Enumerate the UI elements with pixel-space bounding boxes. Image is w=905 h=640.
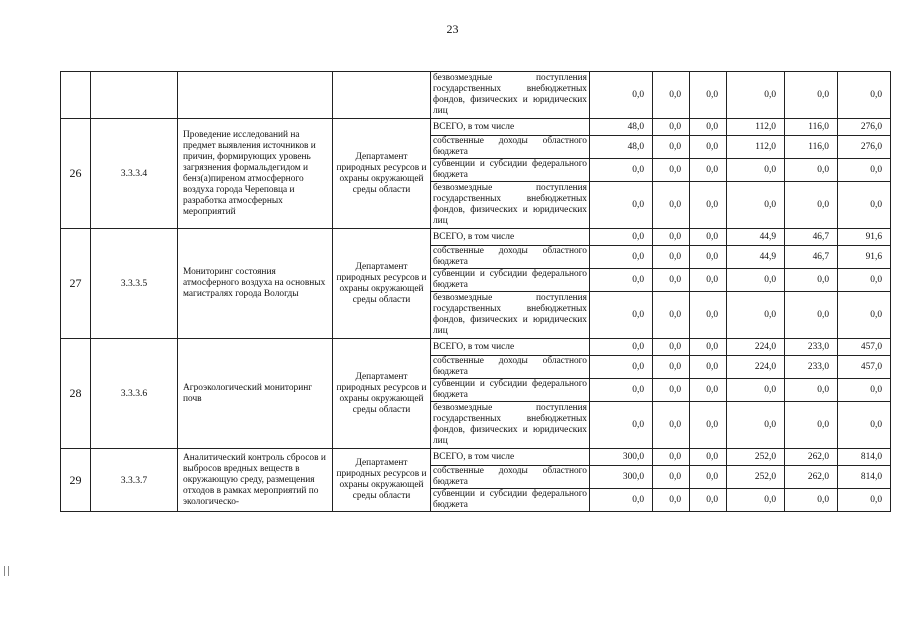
value-cell: 0,0 [590, 402, 653, 449]
table-row [61, 449, 891, 466]
name-cell: Проведение исследований на предмет выявления источников и причин, формирующих уровень загрязнения формальдегидом и бенз(а)пиреном атмосферного воздуха города Череповца и разработка атмосферных мероприятий [178, 119, 333, 229]
code-cell: 3.3.3.4 [91, 119, 178, 229]
name-cell [178, 72, 333, 119]
table-row [61, 119, 891, 136]
value-cell: 0,0 [590, 356, 653, 379]
row-number-cell: 27 [61, 229, 91, 339]
value-cell: 0,0 [653, 402, 690, 449]
value-cell: 0,0 [727, 402, 785, 449]
value-cell: 0,0 [727, 379, 785, 402]
value-cell: 91,6 [838, 246, 891, 269]
value-cell: 0,0 [785, 489, 838, 512]
value-cell: 0,0 [590, 489, 653, 512]
name-cell: Мониторинг состояния атмосферного воздуха на основных магистралях города Вологды [178, 229, 333, 339]
row-number-cell: 29 [61, 449, 91, 512]
value-cell: 116,0 [785, 136, 838, 159]
value-cell: 0,0 [653, 489, 690, 512]
value-cell: 252,0 [727, 449, 785, 466]
value-cell: 262,0 [785, 466, 838, 489]
funding-source-label: субвенции и субсидии федерального бюджета [431, 269, 590, 292]
value-cell: 0,0 [838, 182, 891, 229]
value-cell: 0,0 [838, 379, 891, 402]
value-cell: 457,0 [838, 339, 891, 356]
value-cell: 0,0 [590, 379, 653, 402]
value-cell: 44,9 [727, 229, 785, 246]
table-body [61, 72, 891, 512]
value-cell: 0,0 [690, 72, 727, 119]
value-cell: 44,9 [727, 246, 785, 269]
department-cell: Департамент природных ресурсов и охраны окружающей среды области [333, 119, 431, 229]
value-cell: 112,0 [727, 119, 785, 136]
funding-source-label: собственные доходы областного бюджета [431, 356, 590, 379]
value-cell: 0,0 [785, 182, 838, 229]
value-cell: 0,0 [785, 72, 838, 119]
funding-source-label: субвенции и субсидии федерального бюджета [431, 159, 590, 182]
value-cell: 262,0 [785, 449, 838, 466]
value-cell: 0,0 [590, 339, 653, 356]
department-cell: Департамент природных ресурсов и охраны окружающей среды области [333, 229, 431, 339]
funding-source-label: безвозмездные поступления государственных внебюджетных фондов, физических и юридических лиц [431, 182, 590, 229]
department-cell [333, 72, 431, 119]
code-cell: 3.3.3.5 [91, 229, 178, 339]
value-cell: 0,0 [690, 159, 727, 182]
value-cell: 0,0 [727, 72, 785, 119]
value-cell: 0,0 [653, 136, 690, 159]
code-cell [91, 72, 178, 119]
table-row [61, 229, 891, 246]
value-cell: 0,0 [838, 159, 891, 182]
row-number-cell [61, 72, 91, 119]
value-cell: 116,0 [785, 119, 838, 136]
row-number-cell: 28 [61, 339, 91, 449]
value-cell: 0,0 [653, 159, 690, 182]
value-cell: 0,0 [690, 182, 727, 229]
page-number: 23 [446, 22, 459, 36]
value-cell: 0,0 [727, 269, 785, 292]
value-cell: 0,0 [653, 379, 690, 402]
value-cell: 91,6 [838, 229, 891, 246]
value-cell: 0,0 [590, 229, 653, 246]
name-cell: Аналитический контроль сбросов и выбросов вредных веществ в окружающую среду, размещения отходов в рамках мероприятий по экологическо- [178, 449, 333, 512]
name-cell: Агроэкологический мониторинг почв [178, 339, 333, 449]
value-cell: 0,0 [653, 269, 690, 292]
funding-source-label: ВСЕГО, в том числе [431, 119, 590, 136]
value-cell: 0,0 [653, 72, 690, 119]
value-cell: 0,0 [690, 379, 727, 402]
funding-source-label: ВСЕГО, в том числе [431, 339, 590, 356]
value-cell: 300,0 [590, 449, 653, 466]
value-cell: 0,0 [590, 72, 653, 119]
value-cell: 0,0 [727, 182, 785, 229]
value-cell: 814,0 [838, 466, 891, 489]
code-cell: 3.3.3.7 [91, 449, 178, 512]
value-cell: 0,0 [590, 159, 653, 182]
value-cell: 0,0 [653, 466, 690, 489]
value-cell: 0,0 [727, 292, 785, 339]
department-cell: Департамент природных ресурсов и охраны окружающей среды области [333, 339, 431, 449]
value-cell: 0,0 [838, 489, 891, 512]
code-cell: 3.3.3.6 [91, 339, 178, 449]
value-cell: 224,0 [727, 356, 785, 379]
value-cell: 48,0 [590, 136, 653, 159]
funding-source-label: ВСЕГО, в том числе [431, 229, 590, 246]
funding-source-label: субвенции и субсидии федерального бюджета [431, 379, 590, 402]
funding-source-label: собственные доходы областного бюджета [431, 246, 590, 269]
value-cell: 0,0 [690, 136, 727, 159]
value-cell: 0,0 [690, 449, 727, 466]
value-cell: 0,0 [653, 246, 690, 269]
budget-table [60, 71, 891, 512]
value-cell: 0,0 [838, 72, 891, 119]
value-cell: 0,0 [690, 402, 727, 449]
value-cell: 0,0 [653, 182, 690, 229]
value-cell: 0,0 [690, 269, 727, 292]
funding-source-label: ВСЕГО, в том числе [431, 449, 590, 466]
value-cell: 0,0 [690, 246, 727, 269]
value-cell: 276,0 [838, 136, 891, 159]
value-cell: 0,0 [785, 159, 838, 182]
value-cell: 0,0 [727, 489, 785, 512]
value-cell: 276,0 [838, 119, 891, 136]
value-cell: 46,7 [785, 246, 838, 269]
value-cell: 224,0 [727, 339, 785, 356]
value-cell: 0,0 [590, 269, 653, 292]
table-row-continuation [61, 72, 891, 119]
value-cell: 0,0 [653, 292, 690, 339]
value-cell: 0,0 [653, 356, 690, 379]
funding-source-label: безвозмездные поступления государственных внебюджетных фондов, физических и юридических лиц [431, 72, 590, 119]
value-cell: 814,0 [838, 449, 891, 466]
value-cell: 0,0 [690, 356, 727, 379]
margin-mark [4, 566, 9, 576]
funding-source-label: собственные доходы областного бюджета [431, 466, 590, 489]
table-row [61, 339, 891, 356]
value-cell: 233,0 [785, 356, 838, 379]
value-cell: 0,0 [838, 402, 891, 449]
value-cell: 0,0 [590, 182, 653, 229]
row-number-cell: 26 [61, 119, 91, 229]
value-cell: 0,0 [653, 229, 690, 246]
value-cell: 0,0 [690, 466, 727, 489]
value-cell: 252,0 [727, 466, 785, 489]
value-cell: 0,0 [838, 292, 891, 339]
value-cell: 112,0 [727, 136, 785, 159]
value-cell: 0,0 [785, 292, 838, 339]
value-cell: 300,0 [590, 466, 653, 489]
value-cell: 0,0 [785, 269, 838, 292]
value-cell: 0,0 [653, 339, 690, 356]
value-cell: 0,0 [785, 379, 838, 402]
department-cell: Департамент природных ресурсов и охраны окружающей среды области [333, 449, 431, 512]
value-cell: 0,0 [690, 119, 727, 136]
funding-source-label: субвенции и субсидии федерального бюджета [431, 489, 590, 512]
value-cell: 0,0 [785, 402, 838, 449]
value-cell: 0,0 [590, 292, 653, 339]
value-cell: 457,0 [838, 356, 891, 379]
value-cell: 0,0 [690, 339, 727, 356]
value-cell: 0,0 [727, 159, 785, 182]
funding-source-label: собственные доходы областного бюджета [431, 136, 590, 159]
value-cell: 46,7 [785, 229, 838, 246]
value-cell: 0,0 [838, 269, 891, 292]
value-cell: 48,0 [590, 119, 653, 136]
value-cell: 0,0 [653, 449, 690, 466]
value-cell: 0,0 [690, 292, 727, 339]
funding-source-label: безвозмездные поступления государственных внебюджетных фондов, физических и юридических лиц [431, 292, 590, 339]
value-cell: 233,0 [785, 339, 838, 356]
funding-source-label: безвозмездные поступления государственных внебюджетных фондов, физических и юридических лиц [431, 402, 590, 449]
value-cell: 0,0 [690, 489, 727, 512]
value-cell: 0,0 [653, 119, 690, 136]
value-cell: 0,0 [690, 229, 727, 246]
value-cell: 0,0 [590, 246, 653, 269]
